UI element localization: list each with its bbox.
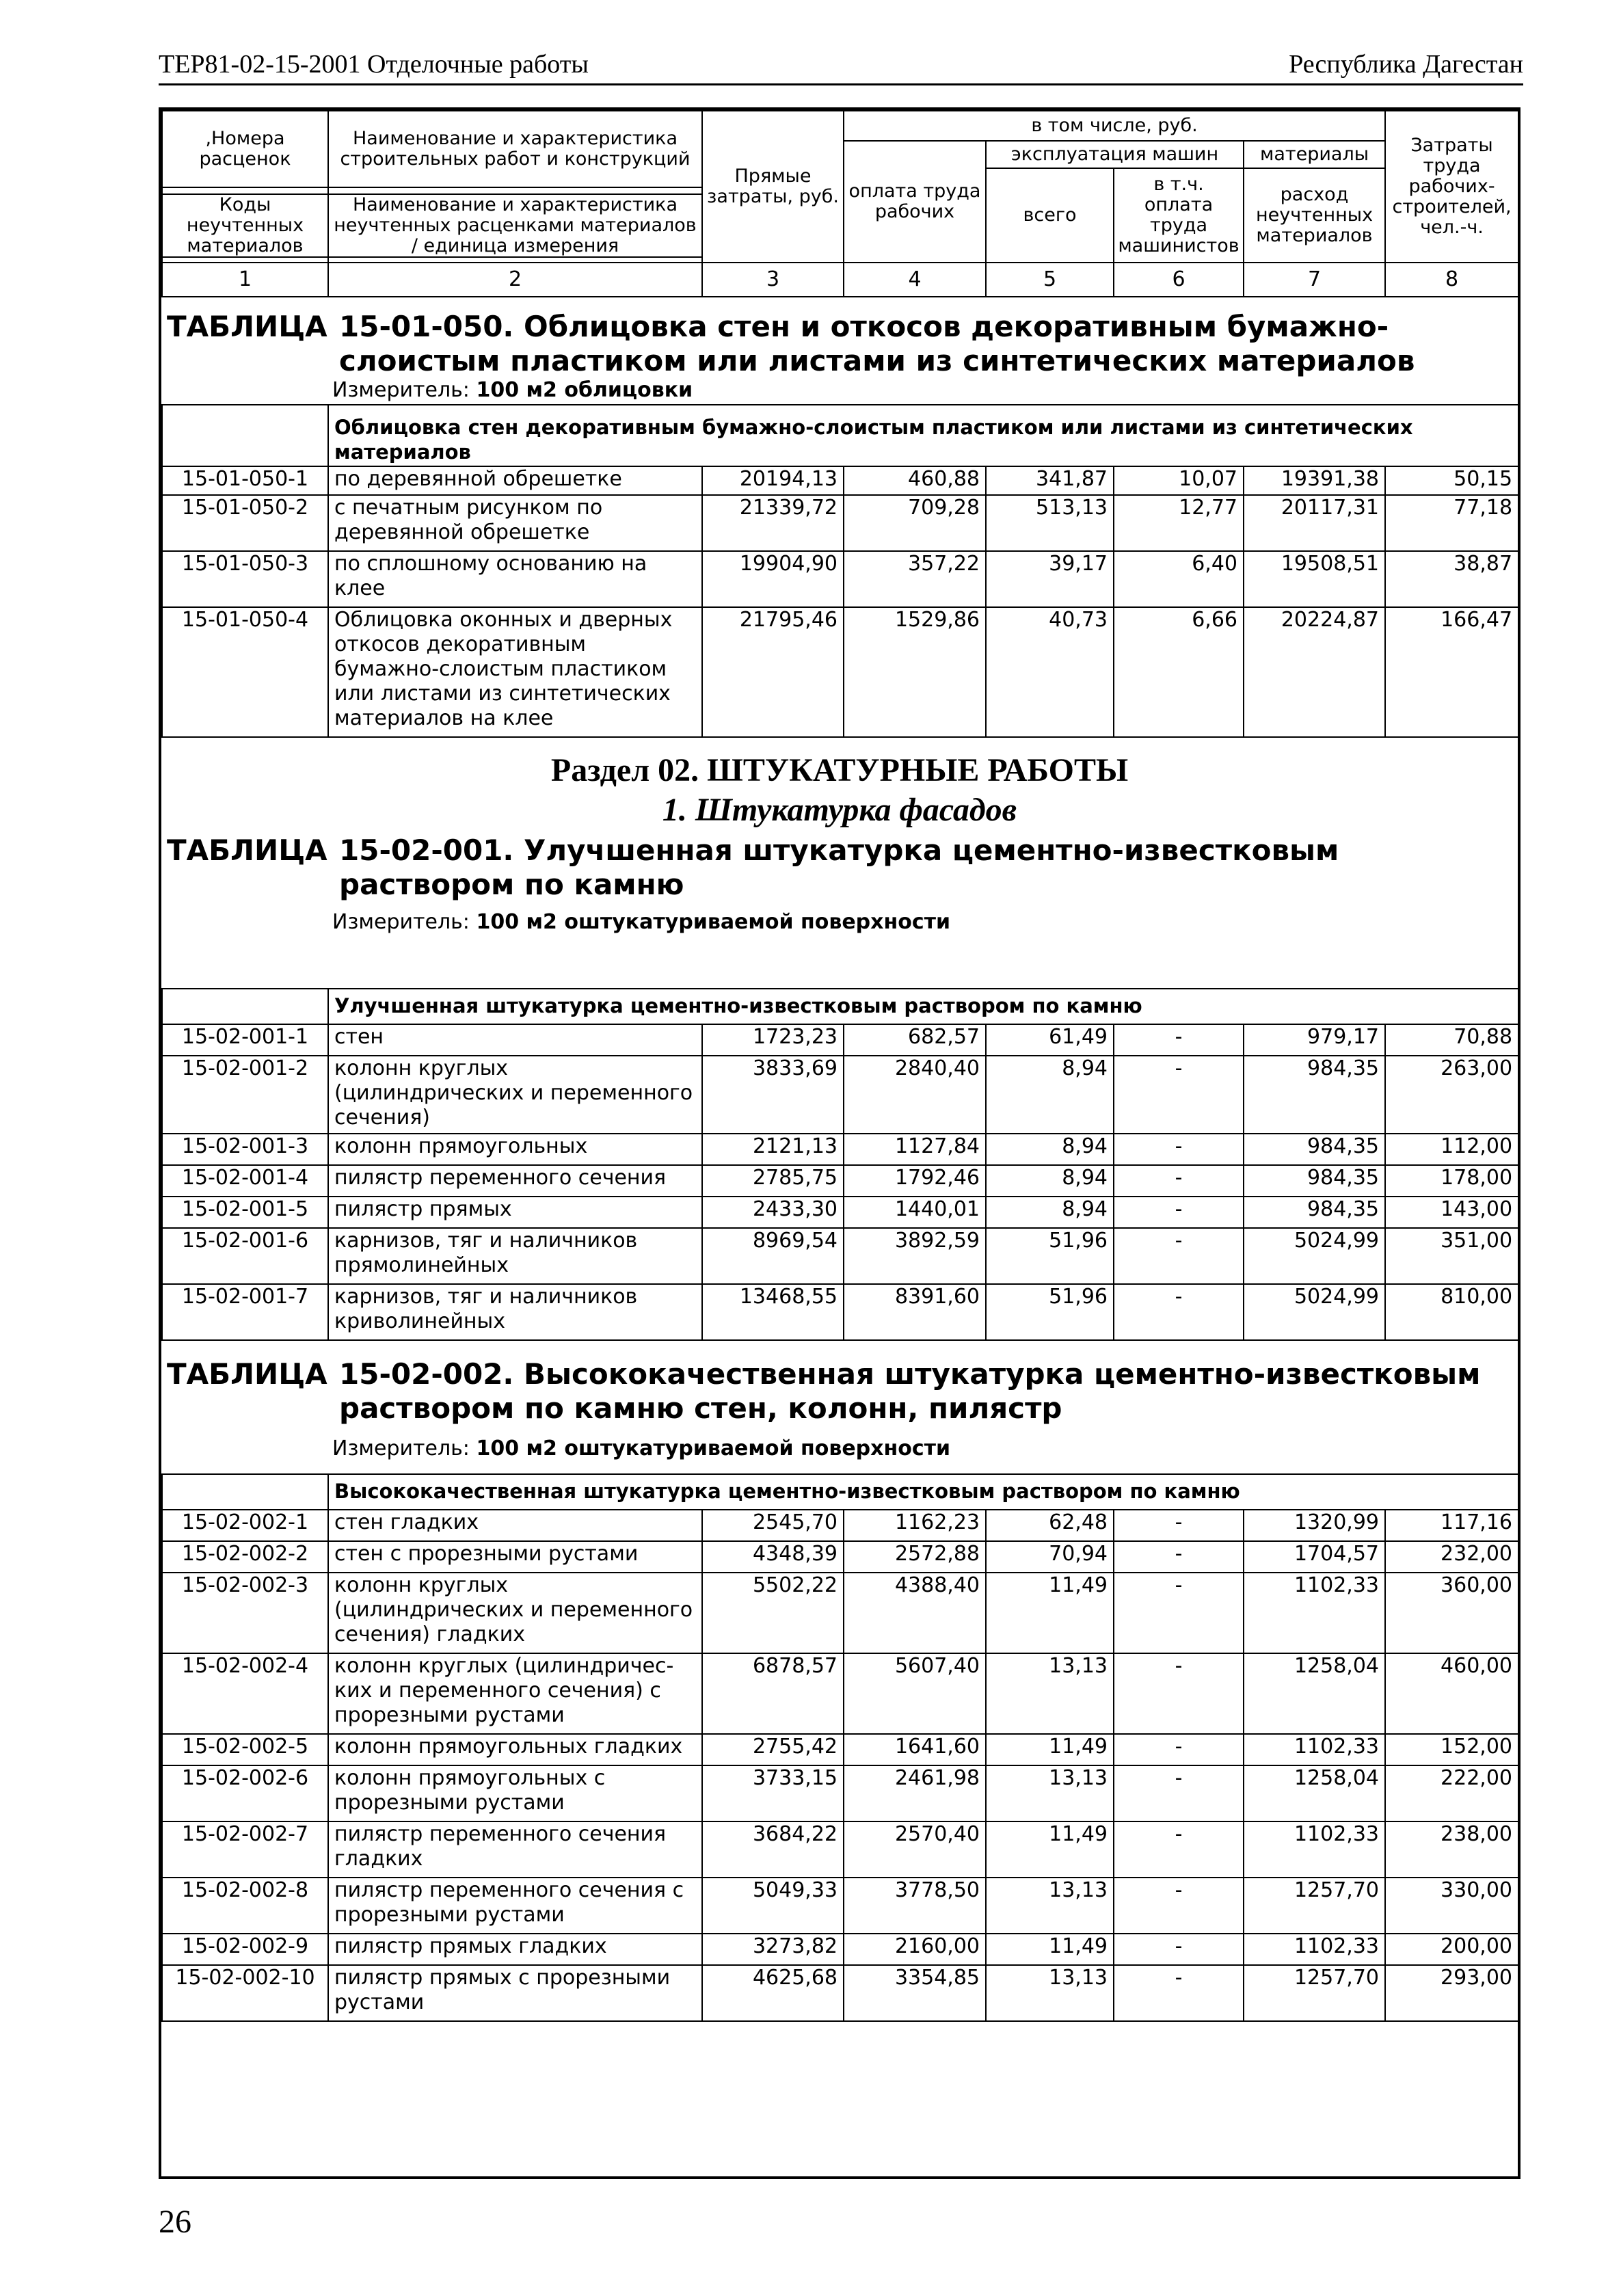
labor-pay-value: 1792,46 (844, 1165, 986, 1197)
machinist-pay-value: 10,07 (1114, 466, 1244, 495)
labor-costs-value: 263,00 (1385, 1056, 1518, 1134)
labor-costs-value: 50,15 (1385, 466, 1518, 495)
materials-value: 1320,99 (1244, 1510, 1385, 1541)
direct-costs-value: 13468,55 (702, 1284, 844, 1340)
machinist-pay-value: - (1114, 1024, 1244, 1056)
subsection-title: 1. Штукатурка фасадов (662, 792, 1017, 828)
col-number-4: 4 (844, 263, 986, 297)
machines-total-value: 51,96 (986, 1228, 1114, 1284)
labor-costs-value: 351,00 (1385, 1228, 1518, 1284)
materials-value: 1257,70 (1244, 1965, 1385, 2021)
header-labor-pay: оплата труда рабочих (844, 141, 986, 263)
work-name: колонн прямоугольных с прорезными рустами (328, 1765, 702, 1821)
labor-pay-value: 709,28 (844, 495, 986, 551)
machines-total-value: 8,94 (986, 1134, 1114, 1165)
machines-total-value: 13,13 (986, 1965, 1114, 2021)
machinist-pay-value: - (1114, 1541, 1244, 1573)
table-row (162, 1134, 1518, 1165)
labor-pay-value: 2572,88 (844, 1541, 986, 1573)
materials-value: 984,35 (1244, 1134, 1385, 1165)
labor-costs-value: 810,00 (1385, 1284, 1518, 1340)
labor-pay-value: 2160,00 (844, 1934, 986, 1965)
table-1-body (162, 466, 1518, 737)
table-row (162, 607, 1518, 737)
page-number: 26 (159, 2204, 191, 2240)
work-name: пилястр переменного сечения с прорезными рустами (328, 1878, 702, 1934)
machinist-pay-value: - (1114, 1653, 1244, 1734)
rate-code: 15-02-002-10 (162, 1965, 328, 2021)
direct-costs-value: 21339,72 (702, 495, 844, 551)
labor-pay-value: 4388,40 (844, 1573, 986, 1653)
table-row (162, 1197, 1518, 1228)
labor-costs-value: 143,00 (1385, 1197, 1518, 1228)
labor-costs-value: 70,88 (1385, 1024, 1518, 1056)
rate-code: 15-02-002-8 (162, 1878, 328, 1934)
machines-total-value: 40,73 (986, 607, 1114, 737)
header-left: ТЕР81-02-15-2001 Отделочные работы (159, 50, 589, 79)
work-name: стен гладких (328, 1510, 702, 1541)
rate-code: 15-02-001-7 (162, 1284, 328, 1340)
table-2 (161, 988, 1519, 1341)
materials-value: 1102,33 (1244, 1734, 1385, 1765)
labor-pay-value: 3778,50 (844, 1878, 986, 1934)
machinist-pay-value: - (1114, 1934, 1244, 1965)
materials-value: 5024,99 (1244, 1228, 1385, 1284)
machinist-pay-value: - (1114, 1573, 1244, 1653)
rate-code: 15-01-050-4 (162, 607, 328, 737)
table-row (162, 1541, 1518, 1573)
machinist-pay-value: - (1114, 1134, 1244, 1165)
labor-pay-value: 357,22 (844, 551, 986, 607)
labor-costs-value: 232,00 (1385, 1541, 1518, 1573)
work-name: колонн круглых (цилиндричес-ких и переменного сечения) с прорезными рустами (328, 1653, 702, 1734)
table-row (162, 1821, 1518, 1878)
direct-costs-value: 8969,54 (702, 1228, 844, 1284)
materials-value: 1704,57 (1244, 1541, 1385, 1573)
table-1-title-block (161, 297, 1518, 404)
labor-costs-value: 293,00 (1385, 1965, 1518, 2021)
labor-pay-value: 3892,59 (844, 1228, 986, 1284)
materials-value: 20224,87 (1244, 607, 1385, 737)
machines-total-value: 11,49 (986, 1573, 1114, 1653)
table-1-title: 15-01-050. Облицовка стен и откосов декоративным бумажно-слоистым пластиком или листами из синтетических материалов (339, 310, 1415, 377)
col-number-3: 3 (702, 263, 844, 297)
table-row (162, 1228, 1518, 1284)
table-row (162, 1510, 1518, 1541)
labor-pay-value: 1162,23 (844, 1510, 986, 1541)
rate-code: 15-02-002-1 (162, 1510, 328, 1541)
labor-costs-value: 166,47 (1385, 607, 1518, 737)
labor-costs-value: 112,00 (1385, 1134, 1518, 1165)
table-3-body (162, 1510, 1518, 2021)
machinist-pay-value: - (1114, 1228, 1244, 1284)
materials-value: 1258,04 (1244, 1765, 1385, 1821)
table-1-group: Облицовка стен декоративным бумажно-слоистым пластиком или листами из синтетических материалов (328, 405, 1518, 466)
labor-costs-value: 222,00 (1385, 1765, 1518, 1821)
rate-code: 15-02-002-9 (162, 1934, 328, 1965)
table-3-title: 15-02-002. Высококачественная штукатурка цементно-известковым раствором по камню стен, колонн, пилястр (339, 1357, 1481, 1425)
machines-total-value: 51,96 (986, 1284, 1114, 1340)
direct-costs-value: 3833,69 (702, 1056, 844, 1134)
rate-code: 15-02-001-1 (162, 1024, 328, 1056)
direct-costs-value: 4625,68 (702, 1965, 844, 2021)
machinist-pay-value: - (1114, 1165, 1244, 1197)
machinist-pay-value: - (1114, 1734, 1244, 1765)
table-1 (161, 404, 1519, 738)
table-row (162, 1056, 1518, 1134)
materials-value: 1102,33 (1244, 1934, 1385, 1965)
machines-total-value: 11,49 (986, 1821, 1114, 1878)
rate-code: 15-02-001-3 (162, 1134, 328, 1165)
table-row (162, 1878, 1518, 1934)
rate-code: 15-01-050-1 (162, 466, 328, 495)
work-name: колонн круглых (цилиндрических и переменного сечения) (328, 1056, 702, 1134)
direct-costs-value: 20194,13 (702, 466, 844, 495)
work-name: пилястр прямых гладких (328, 1934, 702, 1965)
machines-total-value: 39,17 (986, 551, 1114, 607)
work-name: колонн прямоугольных (328, 1134, 702, 1165)
machines-total-value: 13,13 (986, 1765, 1114, 1821)
machines-total-value: 8,94 (986, 1197, 1114, 1228)
materials-value: 984,35 (1244, 1165, 1385, 1197)
table-1-measure: Измеритель: 100 м2 облицовки (332, 378, 693, 402)
materials-value: 984,35 (1244, 1056, 1385, 1134)
direct-costs-value: 19904,90 (702, 551, 844, 607)
machinist-pay-value: - (1114, 1821, 1244, 1878)
rate-code: 15-02-001-2 (162, 1056, 328, 1134)
direct-costs-value: 5502,22 (702, 1573, 844, 1653)
machines-total-value: 513,13 (986, 495, 1114, 551)
rate-code: 15-02-001-5 (162, 1197, 328, 1228)
machines-total-value: 11,49 (986, 1734, 1114, 1765)
table-2-measure: Измеритель: 100 м2 оштукатуриваемой поверхности (332, 910, 951, 934)
table-row (162, 1934, 1518, 1965)
labor-costs-value: 238,00 (1385, 1821, 1518, 1878)
labor-costs-value: 152,00 (1385, 1734, 1518, 1765)
machines-total-value: 8,94 (986, 1165, 1114, 1197)
table-row (162, 495, 1518, 551)
col-number-7: 7 (1244, 263, 1385, 297)
table-2-tag: ТАБЛИЦА (167, 833, 327, 867)
table-3-group: Высококачественная штукатурка цементно-известковым раствором по камню (328, 1474, 1518, 1510)
table-row (162, 1653, 1518, 1734)
table-3-measure: Измеритель: 100 м2 оштукатуриваемой поверхности (332, 1437, 951, 1460)
labor-costs-value: 460,00 (1385, 1653, 1518, 1734)
materials-value: 1258,04 (1244, 1653, 1385, 1734)
materials-value: 19391,38 (1244, 466, 1385, 495)
table-row (162, 551, 1518, 607)
header-rate-numbers: ,Номера расценок (162, 111, 328, 187)
col-number-6: 6 (1114, 263, 1244, 297)
table-row (162, 1165, 1518, 1197)
column-header (161, 110, 1519, 297)
table-row (162, 1573, 1518, 1653)
rate-code: 15-01-050-2 (162, 495, 328, 551)
work-name: колонн прямоугольных гладких (328, 1734, 702, 1765)
header-material-name: Наименование и характеристика неучтенных расценками материалов / единица измерения (328, 194, 702, 257)
labor-pay-value: 8391,60 (844, 1284, 986, 1340)
rate-code: 15-02-002-7 (162, 1821, 328, 1878)
labor-pay-value: 5607,40 (844, 1653, 986, 1734)
machines-total-value: 341,87 (986, 466, 1114, 495)
rate-code: 15-02-001-4 (162, 1165, 328, 1197)
machinist-pay-value: 6,66 (1114, 607, 1244, 737)
materials-value: 984,35 (1244, 1197, 1385, 1228)
labor-pay-value: 2840,40 (844, 1056, 986, 1134)
labor-costs-value: 360,00 (1385, 1573, 1518, 1653)
col-number-1: 1 (162, 263, 328, 297)
work-name: с печатным рисунком по деревянной обрешетке (328, 495, 702, 551)
running-header (159, 49, 1523, 83)
machinist-pay-value: - (1114, 1510, 1244, 1541)
header-direct-costs: Прямые затраты, руб. (702, 111, 844, 263)
table-1-tag: ТАБЛИЦА (167, 310, 327, 343)
header-machines: эксплуатация машин (986, 141, 1244, 168)
machinist-pay-value: - (1114, 1765, 1244, 1821)
table-3-title-block (161, 1341, 1518, 1473)
table-row (162, 466, 1518, 495)
labor-costs-value: 38,87 (1385, 551, 1518, 607)
materials-value: 1257,70 (1244, 1878, 1385, 1934)
machinist-pay-value: - (1114, 1197, 1244, 1228)
labor-pay-value: 682,57 (844, 1024, 986, 1056)
direct-costs-value: 6878,57 (702, 1653, 844, 1734)
machines-total-value: 13,13 (986, 1653, 1114, 1734)
work-name: карнизов, тяг и наличников криволинейных (328, 1284, 702, 1340)
table-2-title: 15-02-001. Улучшенная штукатурка цементно-известковым раствором по камню (339, 833, 1339, 901)
rate-code: 15-02-002-4 (162, 1653, 328, 1734)
machines-total-value: 13,13 (986, 1878, 1114, 1934)
materials-value: 979,17 (1244, 1024, 1385, 1056)
labor-costs-value: 330,00 (1385, 1878, 1518, 1934)
work-name: по сплошному основанию на клее (328, 551, 702, 607)
work-name: пилястр переменного сечения гладких (328, 1821, 702, 1878)
rate-code: 15-02-001-6 (162, 1228, 328, 1284)
header-machinist-pay: в т.ч. оплата труда машинистов (1114, 168, 1244, 263)
header-right: Республика Дагестан (1289, 50, 1523, 79)
table-row (162, 1734, 1518, 1765)
col-number-5: 5 (986, 263, 1114, 297)
table-3-tag: ТАБЛИЦА (167, 1357, 327, 1391)
materials-value: 20117,31 (1244, 495, 1385, 551)
col-number-2: 2 (328, 263, 702, 297)
machines-total-value: 11,49 (986, 1934, 1114, 1965)
materials-value: 5024,99 (1244, 1284, 1385, 1340)
direct-costs-value: 5049,33 (702, 1878, 844, 1934)
direct-costs-value: 21795,46 (702, 607, 844, 737)
machinist-pay-value: - (1114, 1056, 1244, 1134)
table-2-body (162, 1024, 1518, 1340)
materials-value: 19508,51 (1244, 551, 1385, 607)
rate-code: 15-02-002-5 (162, 1734, 328, 1765)
labor-pay-value: 1127,84 (844, 1134, 986, 1165)
materials-value: 1102,33 (1244, 1821, 1385, 1878)
table-row (162, 1024, 1518, 1056)
table-row (162, 1284, 1518, 1340)
work-name: стен (328, 1024, 702, 1056)
machinist-pay-value: - (1114, 1878, 1244, 1934)
work-name: карнизов, тяг и наличников прямолинейных (328, 1228, 702, 1284)
direct-costs-value: 3733,15 (702, 1765, 844, 1821)
labor-pay-value: 3354,85 (844, 1965, 986, 2021)
table-3 (161, 1473, 1519, 2022)
rate-code: 15-02-002-2 (162, 1541, 328, 1573)
direct-costs-value: 1723,23 (702, 1024, 844, 1056)
labor-costs-value: 200,00 (1385, 1934, 1518, 1965)
work-name: пилястр прямых с прорезными рустами (328, 1965, 702, 2021)
labor-pay-value: 2461,98 (844, 1765, 986, 1821)
labor-costs-value: 178,00 (1385, 1165, 1518, 1197)
direct-costs-value: 2545,70 (702, 1510, 844, 1541)
labor-pay-value: 2570,40 (844, 1821, 986, 1878)
machines-total-value: 61,49 (986, 1024, 1114, 1056)
labor-pay-value: 1529,86 (844, 607, 986, 737)
labor-pay-value: 1440,01 (844, 1197, 986, 1228)
direct-costs-value: 2785,75 (702, 1165, 844, 1197)
machinist-pay-value: 12,77 (1114, 495, 1244, 551)
machinist-pay-value: 6,40 (1114, 551, 1244, 607)
header-machines-total: всего (986, 168, 1114, 263)
machines-total-value: 8,94 (986, 1056, 1114, 1134)
section-title: Раздел 02. ШТУКАТУРНЫЕ РАБОТЫ (550, 752, 1129, 788)
header-labor-costs: Затраты труда рабочих-строителей, чел.-ч. (1385, 111, 1518, 263)
header-material-codes: Коды неучтенных материалов (162, 194, 328, 257)
direct-costs-value: 2433,30 (702, 1197, 844, 1228)
work-name: Облицовка оконных и дверных откосов декоративным бумажно-слоистым пластиком или листами из синтетических материалов на клее (328, 607, 702, 737)
header-materials: материалы (1244, 141, 1385, 168)
rate-code: 15-02-002-3 (162, 1573, 328, 1653)
table-row (162, 1965, 1518, 2021)
section-02-block (161, 738, 1518, 988)
direct-costs-value: 2121,13 (702, 1134, 844, 1165)
labor-pay-value: 460,88 (844, 466, 986, 495)
col-number-8: 8 (1385, 263, 1518, 297)
labor-pay-value: 1641,60 (844, 1734, 986, 1765)
work-name: пилястр прямых (328, 1197, 702, 1228)
direct-costs-value: 3684,22 (702, 1821, 844, 1878)
materials-value: 1102,33 (1244, 1573, 1385, 1653)
rate-code: 15-02-002-6 (162, 1765, 328, 1821)
work-name: колонн круглых (цилиндрических и переменного сечения) гладких (328, 1573, 702, 1653)
machinist-pay-value: - (1114, 1965, 1244, 2021)
header-rule (159, 83, 1523, 85)
direct-costs-value: 3273,82 (702, 1934, 844, 1965)
rate-code: 15-01-050-3 (162, 551, 328, 607)
content-frame (159, 107, 1520, 2179)
table-2-group: Улучшенная штукатурка цементно-известковым раствором по камню (328, 989, 1518, 1024)
labor-costs-value: 117,16 (1385, 1510, 1518, 1541)
machinist-pay-value: - (1114, 1284, 1244, 1340)
machines-total-value: 62,48 (986, 1510, 1114, 1541)
labor-costs-value: 77,18 (1385, 495, 1518, 551)
table-row (162, 1765, 1518, 1821)
work-name: стен с прорезными рустами (328, 1541, 702, 1573)
direct-costs-value: 2755,42 (702, 1734, 844, 1765)
header-including: в том числе, руб. (844, 111, 1385, 141)
work-name: пилястр переменного сечения (328, 1165, 702, 1197)
work-name: по деревянной обрешетке (328, 466, 702, 495)
direct-costs-value: 4348,39 (702, 1541, 844, 1573)
header-works-name: Наименование и характеристика строительных работ и конструкций (328, 111, 702, 187)
header-material-usage: расход неучтенных материалов (1244, 168, 1385, 263)
machines-total-value: 70,94 (986, 1541, 1114, 1573)
